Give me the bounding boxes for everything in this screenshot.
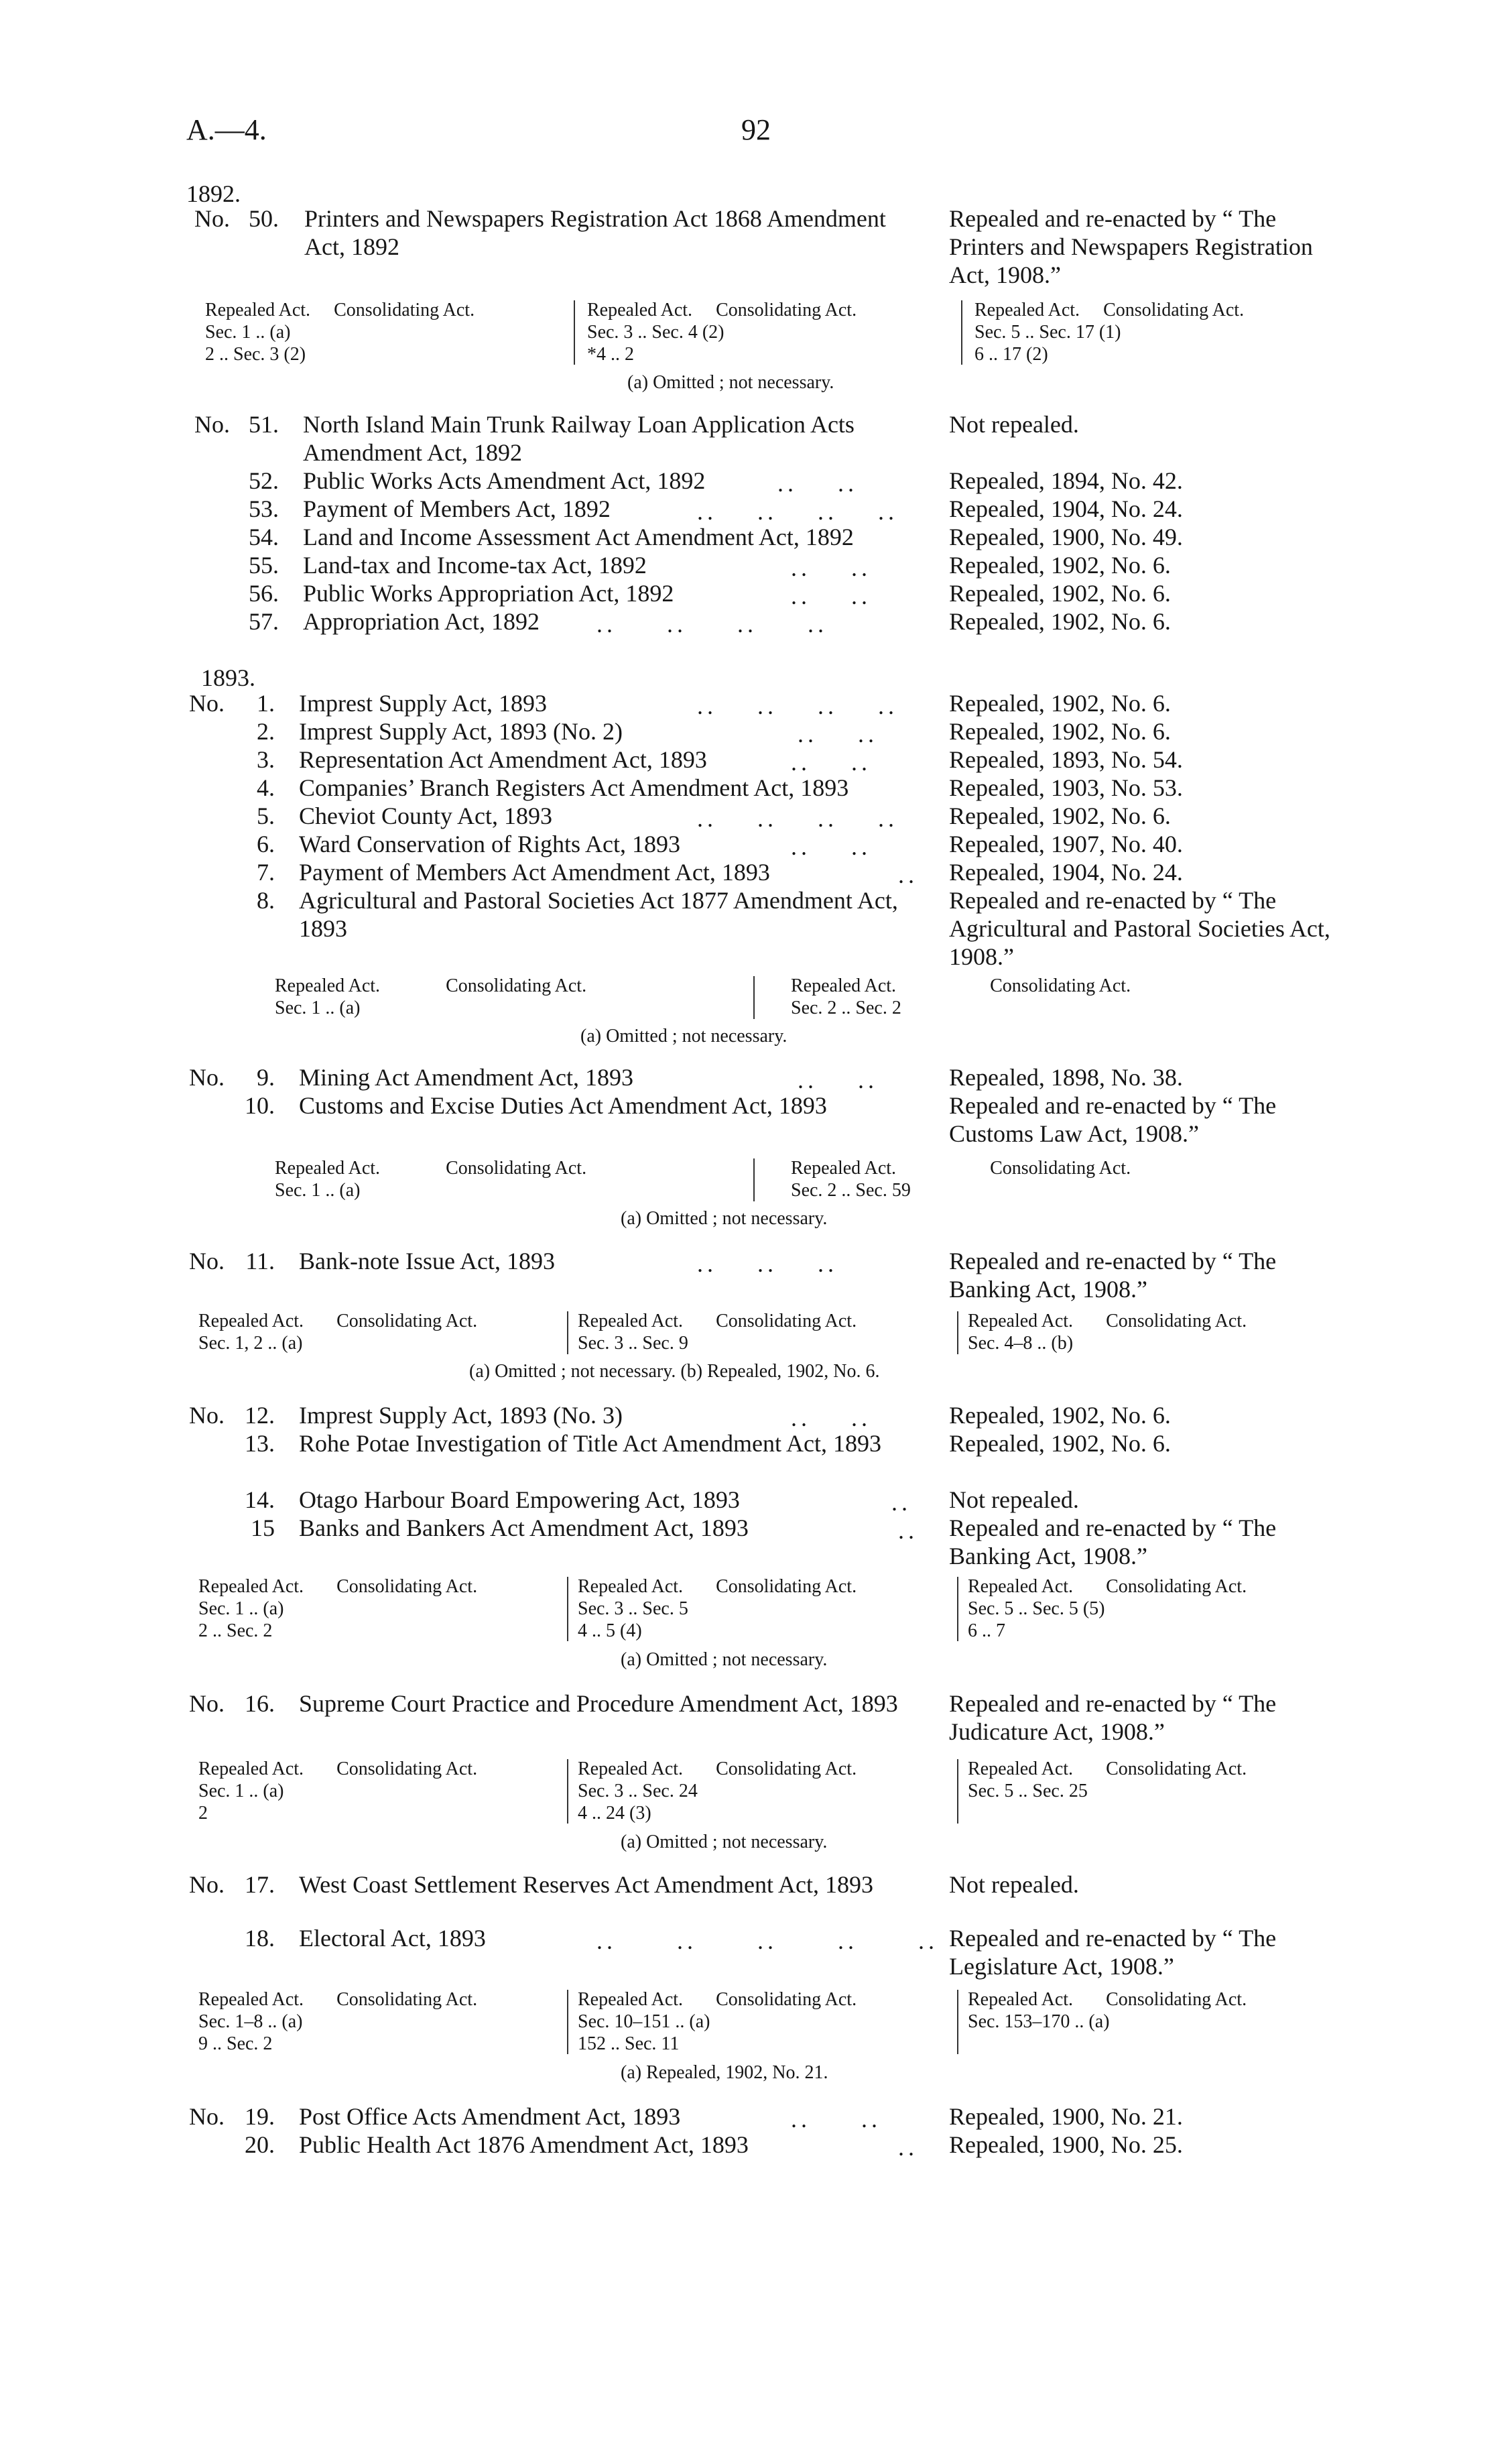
table-row: Sec. 5 .. Sec. 17 (1) — [974, 322, 1121, 343]
act-title: Representation Act Amendment Act, 1893 — [299, 746, 707, 773]
no-label: No. — [189, 1402, 225, 1429]
act-status: Repealed and re-enacted by “ The Legislature Act, 1908.” — [949, 1925, 1277, 1980]
act-title: Bank-note Issue Act, 1893 — [299, 1248, 555, 1274]
column-divider — [567, 1577, 568, 1641]
dot-leader: .. — [898, 861, 918, 888]
act-number: 53. — [249, 495, 279, 522]
act-status: Repealed, 1904, No. 24. — [949, 495, 1183, 522]
section-table-col — [578, 1575, 857, 1642]
table-row: Sec. 1 .. (a) — [275, 998, 361, 1018]
act-number: 54. — [249, 524, 279, 550]
no-label: No. — [189, 1064, 225, 1091]
act-title: Land and Income Assessment Act Amendment Act, 1892 — [303, 524, 854, 550]
act-title: Payment of Members Act Amendment Act, 1893 — [299, 859, 770, 886]
act-status: Repealed, 1898, No. 38. — [949, 1064, 1183, 1091]
table-header: Repealed Act. Consolidating Act. — [578, 1576, 857, 1597]
table-row: Sec. 1 .. (a) — [205, 322, 291, 343]
section-table-col — [968, 1758, 1247, 1802]
report-reference: A.—4. — [186, 113, 267, 146]
dot-leader: .. .. — [791, 833, 871, 860]
year-heading-1892: 1892. — [186, 180, 241, 207]
act-number: 51. — [249, 411, 279, 438]
table-row: Sec. 3 .. Sec. 5 — [578, 1598, 688, 1619]
table-header: Repealed Act. Consolidating Act. — [578, 1758, 857, 1779]
table-row: Sec. 4–8 .. (b) — [968, 1333, 1074, 1354]
table-row: Sec. 2 .. Sec. 59 — [791, 1180, 911, 1201]
section-table-col — [198, 1310, 477, 1354]
act-title: Banks and Bankers Act Amendment Act, 1893 — [299, 1514, 749, 1541]
section-table-col — [791, 1157, 1131, 1201]
act-number: 6. — [257, 831, 275, 857]
table-header: Repealed Act. Consolidating Act. — [968, 1576, 1247, 1597]
act-number: 8. — [257, 887, 275, 914]
act-title: Companies’ Branch Registers Act Amendment Act, 1893 — [299, 774, 849, 801]
column-divider — [567, 1759, 568, 1824]
act-number: 52. — [249, 467, 279, 494]
table-header: Repealed Act. Consolidating Act. — [587, 300, 857, 320]
table-row: Sec. 153–170 .. (a) — [968, 2011, 1110, 2032]
table-header: Repealed Act. Consolidating Act. — [198, 1989, 478, 2010]
act-status: Repealed, 1902, No. 6. — [949, 802, 1171, 829]
act-title: Post Office Acts Amendment Act, 1893 — [299, 2103, 681, 2130]
no-label: No. — [189, 1871, 225, 1898]
table-header: Repealed Act. Consolidating Act. — [198, 1576, 478, 1597]
act-status: Repealed and re-enacted by “ The Customs Law Act, 1908.” — [949, 1092, 1277, 1147]
column-divider — [957, 1577, 958, 1641]
act-status: Repealed, 1893, No. 54. — [949, 746, 1183, 773]
dot-leader: .. .. — [798, 721, 878, 748]
table-footnote: (a) Omitted ; not necessary. — [621, 1649, 828, 1670]
act-title: Otago Harbour Board Empowering Act, 1893 — [299, 1486, 740, 1513]
no-label: No. — [189, 1248, 225, 1274]
table-row: Sec. 1 .. (a) — [198, 1781, 284, 1801]
act-number: 11. — [245, 1248, 275, 1274]
dot-leader: .. .. — [791, 749, 871, 776]
act-number: 12. — [245, 1402, 275, 1429]
table-header: Repealed Act. Consolidating Act. — [578, 1311, 857, 1331]
table-row: Sec. 10–151 .. (a) — [578, 2011, 710, 2032]
act-status: Repealed and re-enacted by “ The Banking Act, 1908.” — [949, 1514, 1277, 1569]
act-title: West Coast Settlement Reserves Act Amendment Act, 1893 — [299, 1871, 873, 1898]
table-header: Repealed Act. Consolidating Act. — [275, 1158, 587, 1179]
section-table-col — [578, 1988, 857, 2055]
no-label: No. — [194, 205, 230, 232]
table-row: 2 .. Sec. 3 (2) — [205, 344, 306, 365]
dot-leader: .. .. — [791, 1405, 871, 1431]
section-table-col — [974, 299, 1244, 365]
act-number: 14. — [245, 1486, 275, 1513]
column-divider — [957, 1990, 958, 2054]
table-row: Sec. 3 .. Sec. 4 (2) — [587, 322, 724, 343]
section-table-col — [275, 975, 586, 1019]
act-title: Imprest Supply Act, 1893 (No. 3) — [299, 1402, 623, 1429]
table-row: Sec. 2 .. Sec. 2 — [791, 998, 901, 1018]
table-header: Repealed Act. Consolidating Act. — [791, 1158, 1131, 1179]
section-table-col — [578, 1310, 857, 1354]
page-number: 92 — [741, 113, 771, 146]
act-status: Repealed and re-enacted by “ The Printers and Newspapers Registration Act, 1908.” — [949, 205, 1313, 288]
table-row: Sec. 1–8 .. (a) — [198, 2011, 303, 2032]
act-title: Printers and Newspapers Registration Act 1868 Amendment Act, 1892 — [304, 205, 886, 260]
table-footnote: (a) Omitted ; not necessary. — [580, 1026, 788, 1047]
table-header: Repealed Act. Consolidating Act. — [791, 975, 1131, 996]
table-header: Repealed Act. Consolidating Act. — [205, 300, 475, 320]
act-number: 50. — [249, 205, 279, 232]
table-row: 9 .. Sec. 2 — [198, 2033, 273, 2054]
dot-leader: .. .. — [791, 2106, 881, 2133]
table-row: Sec. 1 .. (a) — [275, 1180, 361, 1201]
section-table-col — [198, 1988, 477, 2055]
column-divider — [753, 1158, 755, 1201]
act-status: Repealed and re-enacted by “ The Banking Act, 1908.” — [949, 1248, 1277, 1303]
table-row: 4 .. 5 (4) — [578, 1620, 642, 1641]
act-status: Repealed, 1907, No. 40. — [949, 831, 1183, 857]
act-status: Not repealed. — [949, 1871, 1079, 1898]
table-footnote: (a) Omitted ; not necessary. (b) Repealed, 1902, No. 6. — [469, 1361, 880, 1382]
act-title: North Island Main Trunk Railway Loan Application Acts Amendment Act, 1892 — [303, 411, 855, 466]
table-header: Repealed Act. Consolidating Act. — [968, 1758, 1247, 1779]
act-number: 16. — [245, 1690, 275, 1717]
year-heading-1893: 1893. — [201, 664, 255, 691]
dot-leader: .. .. — [777, 470, 858, 497]
table-header: Repealed Act. Consolidating Act. — [275, 975, 587, 996]
dot-leader: .. .. .. .. — [697, 805, 898, 832]
act-status: Repealed and re-enacted by “ The Agricultural and Pastoral Societies Act, 1908.” — [949, 887, 1330, 970]
table-row: 6 .. 7 — [968, 1620, 1005, 1641]
no-label: No. — [189, 1690, 225, 1717]
table-header: Repealed Act. Consolidating Act. — [198, 1758, 478, 1779]
table-row: Sec. 1, 2 .. (a) — [198, 1333, 303, 1354]
table-header: Repealed Act. Consolidating Act. — [578, 1989, 857, 2010]
column-divider — [961, 300, 962, 365]
section-table-col — [791, 975, 1131, 1019]
act-title: Mining Act Amendment Act, 1893 — [299, 1064, 633, 1091]
section-table-col — [968, 1310, 1247, 1354]
act-title: Public Works Appropriation Act, 1892 — [303, 580, 674, 607]
dot-leader: .. .. — [791, 583, 871, 609]
act-title: Payment of Members Act, 1892 — [303, 495, 611, 522]
act-number: 17. — [245, 1871, 275, 1898]
act-title: Ward Conservation of Rights Act, 1893 — [299, 831, 681, 857]
table-row: Sec. 1 .. (a) — [198, 1598, 284, 1619]
section-table-col — [968, 1988, 1247, 2033]
no-label: No. — [189, 2103, 225, 2130]
section-table-col — [205, 299, 475, 365]
table-row: 2 .. Sec. 2 — [198, 1620, 273, 1641]
dot-leader: .. .. .. .. — [697, 693, 898, 719]
section-table-col — [198, 1575, 477, 1642]
dot-leader: .. .. .. — [697, 1250, 838, 1277]
table-footnote: (a) Repealed, 1902, No. 21. — [621, 2062, 828, 2083]
act-number: 56. — [249, 580, 279, 607]
act-number: 19. — [245, 2103, 275, 2130]
column-divider — [567, 1990, 568, 2054]
act-number: 15 — [251, 1514, 275, 1541]
dot-leader: .. — [898, 2134, 918, 2161]
act-title: Agricultural and Pastoral Societies Act 1877 Amendment Act, 1893 — [299, 887, 898, 942]
act-title: Appropriation Act, 1892 — [303, 608, 540, 635]
table-header: Repealed Act. Consolidating Act. — [968, 1311, 1247, 1331]
act-number: 9. — [257, 1064, 275, 1091]
act-status: Repealed and re-enacted by “ The Judicature Act, 1908.” — [949, 1690, 1277, 1745]
act-number: 2. — [257, 718, 275, 745]
act-title: Imprest Supply Act, 1893 (No. 2) — [299, 718, 623, 745]
act-number: 7. — [257, 859, 275, 886]
dot-leader: .. .. .. .. — [697, 498, 898, 525]
table-row: 4 .. 24 (3) — [578, 1803, 651, 1824]
section-table-col — [968, 1575, 1247, 1642]
column-divider — [567, 1311, 568, 1354]
act-number: 5. — [257, 802, 275, 829]
no-label: No. — [194, 411, 230, 438]
act-title: Rohe Potae Investigation of Title Act Amendment Act, 1893 — [299, 1430, 881, 1457]
dot-leader: .. .. — [791, 554, 871, 581]
act-number: 10. — [245, 1092, 275, 1119]
section-table-col — [578, 1758, 857, 1824]
column-divider — [753, 976, 755, 1019]
table-row: Sec. 5 .. Sec. 25 — [968, 1781, 1088, 1801]
act-number: 4. — [257, 774, 275, 801]
act-status: Repealed, 1903, No. 53. — [949, 774, 1183, 801]
table-row: 152 .. Sec. 11 — [578, 2033, 680, 2054]
table-footnote: (a) Omitted ; not necessary. — [621, 1208, 828, 1229]
column-divider — [574, 300, 575, 365]
act-status: Repealed, 1900, No. 25. — [949, 2131, 1183, 2158]
act-status: Not repealed. — [949, 411, 1079, 438]
table-row: Sec. 5 .. Sec. 5 (5) — [968, 1598, 1105, 1619]
act-title: Public Health Act 1876 Amendment Act, 1893 — [299, 2131, 749, 2158]
table-footnote: (a) Omitted ; not necessary. — [621, 1832, 828, 1852]
act-number: 20. — [245, 2131, 275, 2158]
act-status: Repealed, 1902, No. 6. — [949, 690, 1171, 717]
section-table-col — [198, 1758, 477, 1824]
act-status: Repealed, 1902, No. 6. — [949, 718, 1171, 745]
act-status: Repealed, 1900, No. 49. — [949, 524, 1183, 550]
section-table-col — [275, 1157, 586, 1201]
act-status: Repealed, 1894, No. 42. — [949, 467, 1183, 494]
act-status: Repealed, 1904, No. 24. — [949, 859, 1183, 886]
table-header: Repealed Act. Consolidating Act. — [974, 300, 1245, 320]
table-row: 2 — [198, 1803, 208, 1824]
table-row: Sec. 3 .. Sec. 9 — [578, 1333, 688, 1354]
dot-leader: .. .. .. .. — [596, 611, 828, 638]
table-row: *4 .. 2 — [587, 344, 634, 365]
act-status: Repealed, 1902, No. 6. — [949, 552, 1171, 579]
act-number: 57. — [249, 608, 279, 635]
act-number: 13. — [245, 1430, 275, 1457]
act-status: Repealed, 1902, No. 6. — [949, 1402, 1171, 1429]
act-number: 55. — [249, 552, 279, 579]
section-table-col — [587, 299, 857, 365]
act-number: 18. — [245, 1925, 275, 1952]
act-status: Not repealed. — [949, 1486, 1079, 1513]
table-row: Sec. 3 .. Sec. 24 — [578, 1781, 698, 1801]
act-number: 1. — [257, 690, 275, 717]
dot-leader: .. — [898, 1517, 918, 1544]
column-divider — [957, 1759, 958, 1824]
table-row: 6 .. 17 (2) — [974, 344, 1048, 365]
act-number: 3. — [257, 746, 275, 773]
table-header: Repealed Act. Consolidating Act. — [198, 1311, 478, 1331]
act-title: Land-tax and Income-tax Act, 1892 — [303, 552, 647, 579]
act-title: Public Works Acts Amendment Act, 1892 — [303, 467, 706, 494]
table-header: Repealed Act. Consolidating Act. — [968, 1989, 1247, 2010]
dot-leader: .. .. .. .. .. — [596, 1927, 938, 1954]
act-title: Cheviot County Act, 1893 — [299, 802, 552, 829]
act-status: Repealed, 1902, No. 6. — [949, 1430, 1171, 1457]
act-status: Repealed, 1900, No. 21. — [949, 2103, 1183, 2130]
act-title: Electoral Act, 1893 — [299, 1925, 486, 1952]
act-status: Repealed, 1902, No. 6. — [949, 580, 1171, 607]
act-status: Repealed, 1902, No. 6. — [949, 608, 1171, 635]
column-divider — [957, 1311, 958, 1354]
dot-leader: .. .. — [798, 1067, 878, 1093]
act-title: Imprest Supply Act, 1893 — [299, 690, 547, 717]
no-label: No. — [189, 690, 225, 717]
table-footnote: (a) Omitted ; not necessary. — [627, 372, 834, 393]
act-title: Customs and Excise Duties Act Amendment Act, 1893 — [299, 1092, 827, 1119]
dot-leader: .. — [891, 1489, 911, 1516]
act-title: Supreme Court Practice and Procedure Amendment Act, 1893 — [299, 1690, 898, 1717]
